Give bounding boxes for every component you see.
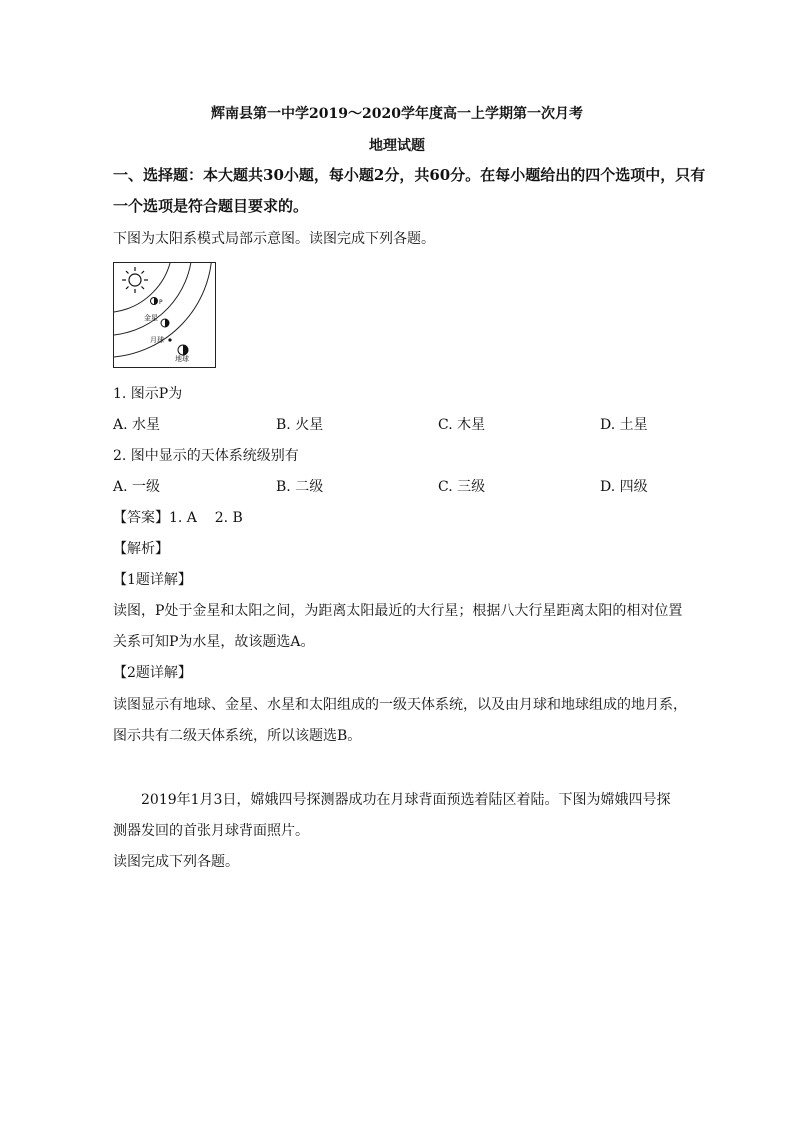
analysis-label: 【解析】 (113, 541, 169, 557)
answer-line: 【答案】1. A 2. B (113, 510, 243, 526)
page-title: 辉南县第一中学2019～2020学年度高一上学期第一次月考 (211, 106, 583, 122)
solar-system-figure (113, 262, 216, 368)
paragraph-2-line2: 测器发回的首张月球背面照片。 (113, 823, 309, 839)
planet-p-icon (151, 298, 158, 305)
label-earth: 地球 (175, 355, 189, 363)
venus-icon (161, 319, 169, 327)
detail-1-label: 【1题详解】 (113, 572, 192, 588)
question-1-option-a: A. 水星 (113, 417, 161, 433)
paragraph-2-line1: 2019年1月3日，嫦娥四号探测器成功在月球背面预选着陆区着陆。下图为嫦娥四号探 (141, 792, 671, 808)
section-heading-line2: 一个选项是符合题目要求的。 (113, 197, 309, 215)
question-2-option-a: A. 一级 (113, 479, 161, 495)
detail-1-line1: 读图，P处于金星和太阳之间，为距离太阳最近的大行星；根据八大行星距离太阳的相对位置 (113, 603, 683, 619)
question-2-stem: 2. 图中显示的天体系统级别有 (113, 448, 299, 464)
question-2-option-c: C. 三级 (438, 479, 486, 495)
question-1-option-b: B. 火星 (276, 417, 324, 433)
section-heading-line1: 一、选择题：本大题共30小题，每小题2分，共60分。在每小题给出的四个选项中，只有 (113, 166, 706, 184)
detail-1-line2: 关系可知P为水星，故该题选A。 (113, 634, 315, 650)
detail-2-label: 【2题详解】 (113, 665, 192, 681)
label-moon: 月球 (150, 336, 164, 344)
moon-icon (168, 338, 171, 341)
label-venus: 金星 (144, 314, 158, 322)
page-subtitle: 地理试题 (369, 138, 425, 154)
label-p: P (159, 299, 163, 306)
detail-2-line2: 图示共有二级天体系统，所以该题选B。 (113, 728, 362, 744)
earth-icon (178, 345, 188, 355)
question-2-option-d: D. 四级 (600, 479, 648, 495)
intro-text: 下图为太阳系模式局部示意图。读图完成下列各题。 (113, 231, 435, 247)
question-1-stem: 1. 图示P为 (113, 386, 183, 402)
detail-2-line1: 读图显示有地球、金星、水星和太阳组成的一级天体系统，以及由月球和地球组成的地月系， (113, 697, 687, 713)
question-2-option-b: B. 二级 (276, 479, 324, 495)
question-1-option-c: C. 木星 (438, 417, 486, 433)
solar-system-diagram (114, 263, 216, 368)
sun-icon (122, 267, 148, 293)
question-1-option-d: D. 土星 (600, 417, 648, 433)
intro-text-2: 读图完成下列各题。 (113, 854, 239, 870)
